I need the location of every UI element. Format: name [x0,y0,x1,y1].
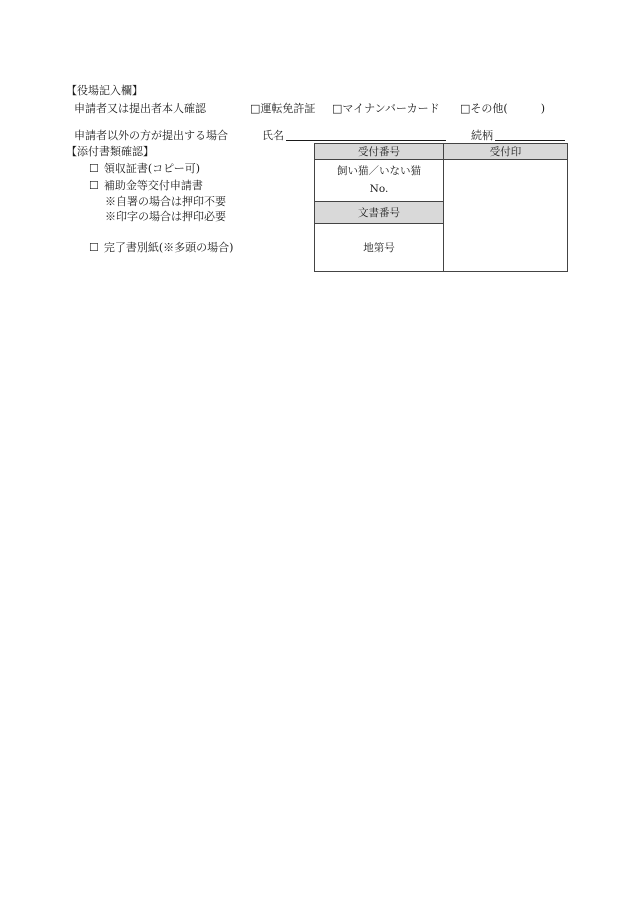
attachment-note: ※印字の場合は押印必要 [105,210,226,223]
checkbox-icon: ☐ [89,162,99,175]
proxy-relation-label: 続柄 [471,129,493,142]
identity-check-label: 申請者又は提出者本人確認 [74,102,206,115]
identity-option-drivers-license[interactable] [250,103,315,114]
attachment-label: 補助金等交付申請書 [103,179,203,192]
identity-option-mynumber-card[interactable] [332,103,440,114]
attachment-item-subsidy-application[interactable] [89,180,203,191]
identity-option-other[interactable] [460,103,545,114]
proxy-label: 申請者以外の方が提出する場合 [74,129,228,142]
checkbox-icon: ☐ [89,241,99,254]
attachments-header: 【添付書類確認】 [66,145,154,158]
registration-table [314,143,568,272]
attachment-note: ※自署の場合は押印不要 [105,195,226,208]
number-label: No. [369,182,389,195]
proxy-name-label: 氏名 [262,129,284,142]
document-number-header: 文書番号 [315,202,444,224]
checkbox-icon: □ [332,102,343,115]
option-label: その他( ) [470,102,545,115]
lot-number-cell[interactable]: 地第号 [315,224,444,272]
attachment-label: 領収証書(コピー可) [103,162,201,175]
checkbox-icon: □ [460,102,471,115]
attachment-label: 完了書別紙(※多頭の場合) [103,241,234,254]
cat-type-text: 飼い猫／いない猫 [337,164,421,177]
reception-stamp-header: 受付印 [444,144,568,160]
option-label: マイナンバーカード [342,102,440,115]
proxy-name-field[interactable] [286,140,446,141]
checkbox-icon: ☐ [89,179,99,192]
reception-number-header: 受付番号 [315,144,444,160]
proxy-relation-field[interactable] [495,140,565,141]
checkbox-icon: □ [250,102,261,115]
option-label: 運転免許証 [260,102,316,115]
cat-type-cell[interactable] [315,160,444,202]
attachment-item-receipt[interactable] [89,163,200,174]
reception-stamp-area[interactable] [444,160,568,272]
attachment-item-completion-sheet[interactable] [89,242,233,253]
office-use-header: 【役場記入欄】 [66,84,143,97]
